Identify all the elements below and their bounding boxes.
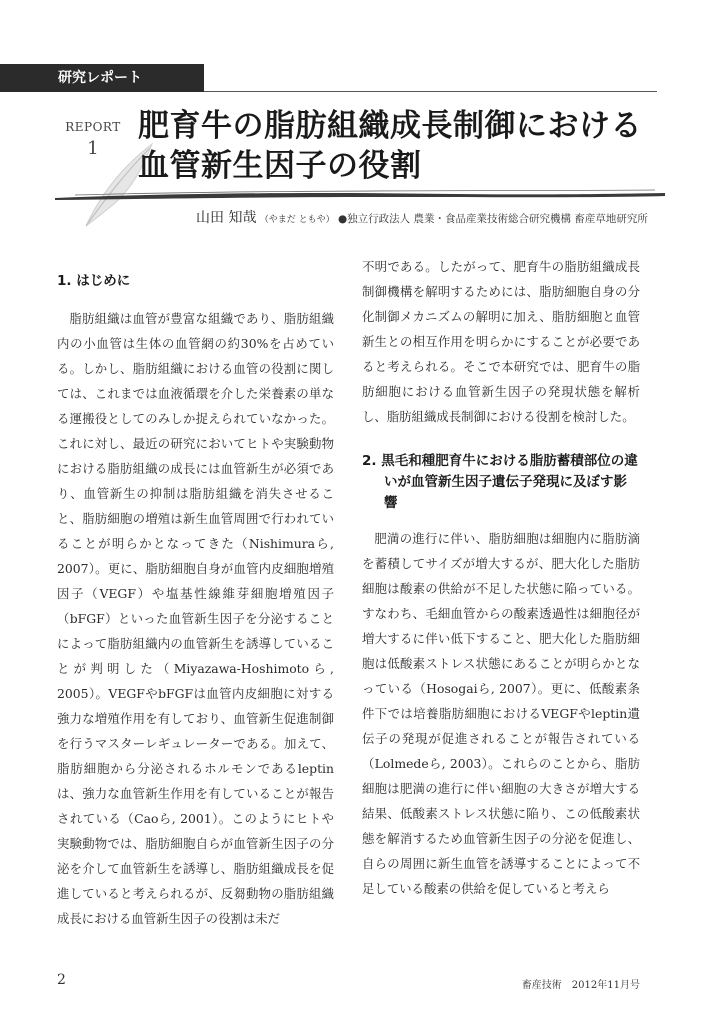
section-1-continuation: 不明である。したがって、肥育牛の脂肪組織成長制御機構を解明するためには、脂肪細胞自身の分化制御メカニズムの解明に加え、脂肪細胞と血管新生との相互作用を明らかにすることが必要であると考えられる。そこで本研究では、肥育牛の脂肪細胞における血管新生因子の発現状態を解析し、脂肪組織成長制御における役割を検討した。 [362, 259, 640, 424]
brush-divider [55, 185, 665, 205]
author-line [196, 207, 656, 227]
publication-footer: 畜産技術 2012年11月号 [521, 980, 640, 991]
article-title [138, 106, 648, 186]
page-number: 2 [57, 972, 66, 988]
section-heading-1: 1. はじめに [57, 273, 131, 289]
title-line-2: 血管新生因子の役割 [138, 148, 422, 184]
report-number: 1 [87, 138, 99, 159]
section-heading-2: 2. 黒毛和種肥育牛における脂肪蓄積部位の違いが血管新生因子遺伝子発現に及ぼす影響 [362, 453, 638, 511]
section-label: 研究レポート [0, 64, 204, 92]
section-1-paragraph: 脂肪組織は血管が豊富な組織であり、脂肪組織内の小血管は生体の血管網の約30%を占めている。しかし、脂肪組織における血管の役割に関しては、これまでは血液循環を介した栄養素の単なる運搬役としてのみしか捉えられていなかった。これに対し、最近の研究においてヒトや実験動物における脂肪組織の成長には血管新生が必須であり、血管新生の抑制は脂肪組織を消失させること、脂肪細胞の増殖は新生血管周囲で行われていることが明らかとなってきた（Nishimuraら, 2007）。更に、脂肪細胞自身が血管内皮細胞増殖因子（VEGF）や塩基性線維芽細胞増殖因子（bFGF）といった血管新生因子を分泌することによって脂肪組織内の血管新生を誘導していることが判明した（Miyazawa-Hoshimotoら, 2005）。VEGFやbFGFは血管内皮細胞に対する強力な増殖作用を有しており、血管新生促進制御を行うマスターレギュレーターである。加えて、脂肪細胞から分泌されるホルモンであるleptinは、強力な血管新生作用を有していることが報告されている（Caoら, 2001）。このようにヒトや実験動物では、脂肪細胞自らが血管新生因子の分泌を介して血管新生を誘導し、脂肪組織成長を促進していると考えられるが、反芻動物の脂肪組織成長における血管新生因子の役割は未だ [57, 311, 334, 926]
left-column [57, 262, 334, 931]
report-label: REPORT [65, 120, 121, 134]
author-reading: （やまだ ともや） [259, 215, 335, 225]
author-name: 山田 知哉 [196, 210, 257, 226]
right-column [362, 254, 640, 901]
header-rule [204, 91, 657, 92]
title-line-1: 肥育牛の脂肪組織成長制御における [138, 108, 642, 144]
author-affiliation: ●独立行政法人 農業・食品産業技術総合研究機構 畜産草地研究所 [338, 213, 648, 225]
section-2-paragraph: 肥満の進行に伴い、脂肪細胞は細胞内に脂肪滴を蓄積してサイズが増大するが、肥大化した脂肪細胞は酸素の供給が不足した状態に陥っている。すなわち、毛細血管からの酸素透過性は細胞径が増大するに伴い低下すること、肥大化した脂肪細胞は低酸素ストレス状態にあることが明らかとなっている（Hosogaiら, 2007）。更に、低酸素条件下では培養脂肪細胞におけるVEGFやleptin遺伝子の発現が促進されることが報告されている（Lolmedeら, 2003）。これらのことから、脂肪細胞は肥満の進行に伴い細胞の大きさが増大する結果、低酸素ストレス状態に陥り、この低酸素状態を解消するため血管新生因子の分泌を促進し、自らの周囲に新生血管を誘導することによって不足している酸素の供給を促していると考えら [362, 531, 640, 896]
